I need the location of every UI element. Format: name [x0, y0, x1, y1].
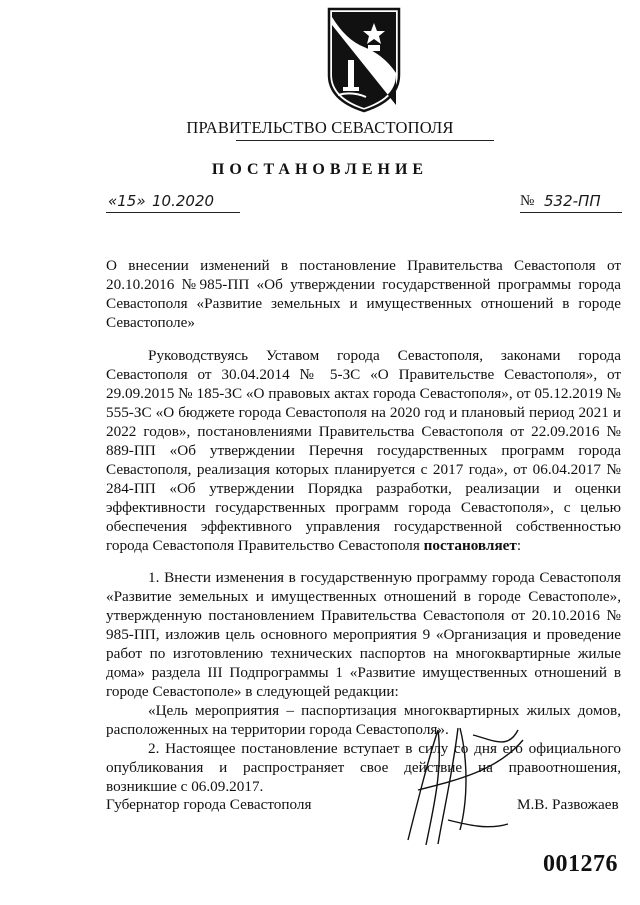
preamble-text: Руководствуясь Уставом города Севастополя, законами города Севастополя от 30.04.2014 № 5-ЗС «О Правительстве Севастополя», от 29.09.2015 № 185-ЗС «О правовых актах города Севастополя», от 05.12.2019 № 555-ЗС «О бюджете города Севастополя на 2020 год и плановый период 2021 и 2022 годов», постановлениями Правительства Севастополя от 22.09.2016 № 889-ПП «Об утверждении Перечня государственных программ города Севастополя, реализация которых планируется с 2017 года», от 06.04.2017 № 284-ПП «Об утверждении Порядка разработки, реализации и оценки эффективности государственных программ города Севастополя», с целью обеспечения эффективного управления государственной собственностью города Севастополя Правительство Севастополя	[106, 347, 621, 554]
coat-of-arms-icon	[324, 5, 404, 115]
preamble-verb: постановляет	[423, 537, 517, 554]
clause-2: 2. Настоящее постановление вступает в силу со дня его официального опубликования и распространяет свое действие на правоотношения, возникшие с 06.09.2017.	[106, 740, 621, 795]
signature-icon	[398, 720, 528, 850]
preamble-paragraph	[106, 346, 621, 555]
operative-part	[106, 568, 621, 796]
number-sign: №	[520, 193, 535, 209]
signatory-position: Губернатор города Севастополя	[106, 796, 312, 813]
organization-name: ПРАВИТЕЛЬСТВО СЕВАСТОПОЛЯ	[186, 118, 454, 137]
document-subject	[106, 256, 621, 332]
number-field	[520, 190, 622, 213]
date-field	[106, 190, 240, 213]
date-day: «15»	[108, 192, 146, 210]
document-type: ПОСТАНОВЛЕНИЕ	[211, 161, 429, 178]
date-month-year: 10.2020	[152, 192, 215, 210]
subject-text: О внесении изменений в постановление Правительства Севастополя от 20.10.2016 №985-ПП «Об утверждении государственной программы города Севастополя «Развитие земельных и имущественных отношений в городе Севастополе»	[106, 257, 621, 331]
header-divider	[236, 140, 494, 141]
preamble-colon: :	[516, 537, 522, 554]
document-number: 532-ПП	[544, 192, 601, 210]
registration-number: 001276	[543, 851, 618, 877]
clause-1-quote: «Цель мероприятия – паспортизация многоквартирных жилых домов, расположенных на территории города Севастополя».	[106, 702, 621, 738]
signatory-name: М.В. Развожаев	[517, 796, 619, 813]
clause-1: 1. Внести изменения в государственную программу города Севастополя «Развитие земельных и имущественных отношений в городе Севастополе», утвержденную постановлением Правительства Севастополя от 20.10.2016 № 985-ПП, изложив цель основного мероприятия 9 «Организация и проведение работ по изготовлению технических паспортов на многоквартирные жилые дома» раздела III Подпрограммы 1 «Развитие имущественных отношений в городе Севастополе» в следующей редакции:	[106, 569, 621, 700]
preamble	[106, 346, 621, 555]
